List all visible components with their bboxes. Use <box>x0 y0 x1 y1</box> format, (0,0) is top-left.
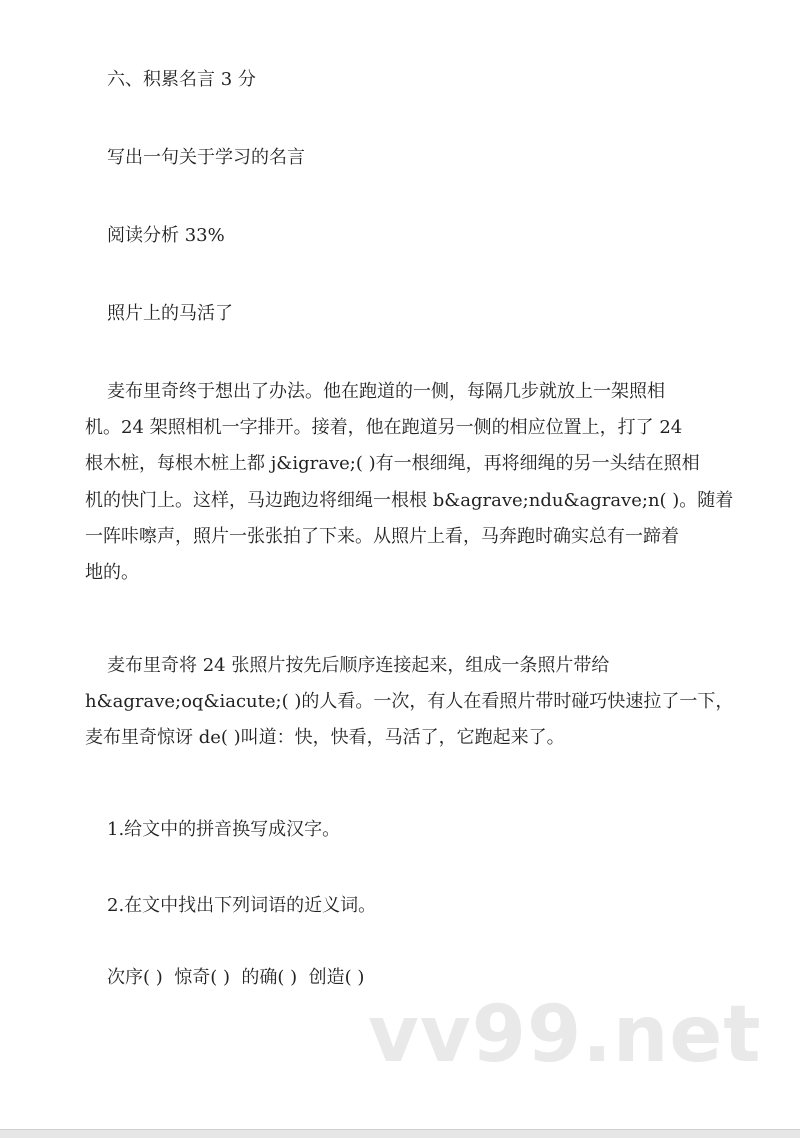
watermark: vv99.net <box>368 990 762 1080</box>
paragraph-line: h&agrave;oq&iacute;( )的人看。一次，有人在看照片带时碰巧快速拉了一下， <box>85 691 734 712</box>
paragraph-line: 麦布里奇惊讶 de( )叫道：快，快看，马活了，它跑起来了。 <box>85 727 565 748</box>
quote-prompt: 写出一句关于学习的名言 <box>107 147 305 168</box>
reading-title: 阅读分析 33% <box>107 225 225 246</box>
section-six-title: 六、积累名言 3 分 <box>107 69 256 90</box>
paragraph-line: 机。24 架照相机一字排开。接着，他在跑道另一侧的相应位置上，打了 24 <box>85 417 683 438</box>
story-title: 照片上的马活了 <box>107 303 233 324</box>
paragraph-line: 麦布里奇终于想出了办法。他在跑道的一侧，每隔几步就放上一架照相 <box>107 381 665 402</box>
question-1: 1.给文中的拼音换写成汉字。 <box>107 819 341 840</box>
paragraph-line: 一阵咔嚓声，照片一张张拍了下来。从照片上看，马奔跑时确实总有一蹄着 <box>85 526 679 547</box>
paragraph-line: 麦布里奇将 24 张照片按先后顺序连接起来，组成一条照片带给 <box>107 655 610 676</box>
paragraph-line: 根木桩，每根木桩上都 j&igrave;( )有一根细绳，再将细绳的另一头结在照相 <box>85 453 700 474</box>
paragraph-line: 机的快门上。这样，马边跑边将细绳一根根 b&agrave;ndu&agrave;n( )。随着 <box>85 490 734 511</box>
paragraph-line: 地的。 <box>85 562 139 583</box>
question-2: 2.在文中找出下列词语的近义词。 <box>107 895 377 916</box>
question-2-words: 次序( ) 惊奇( ) 的确( ) 创造( ) <box>107 967 365 988</box>
